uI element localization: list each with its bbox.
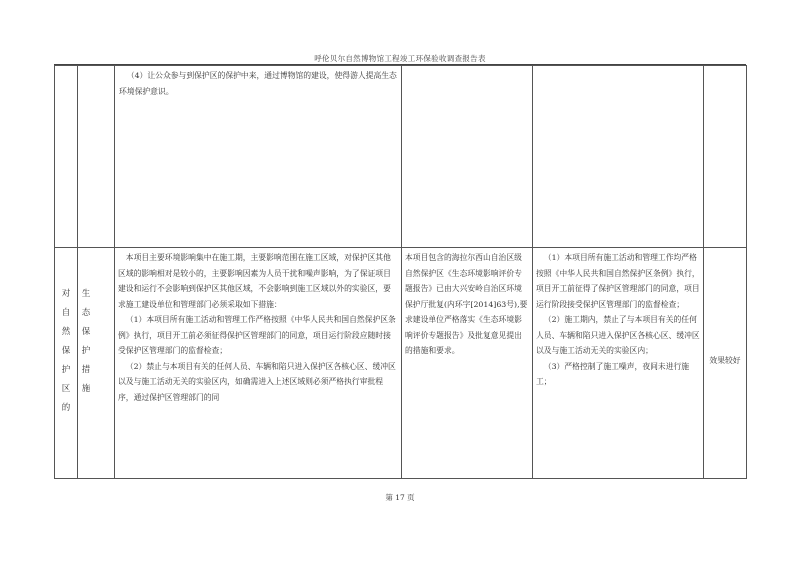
row2-implementation-text xyxy=(536,250,700,390)
category-label-char: 施 xyxy=(81,384,91,394)
category-label-char: 保 xyxy=(81,327,91,337)
row1-measures-text: （4）让公众参与到保护区的保护中来，通过博物馆的建设，使得游人提高生态环境保护意识。 xyxy=(119,71,397,96)
category-label-char: 护 xyxy=(81,346,91,356)
category-label-char: 态 xyxy=(81,308,91,318)
col-divider xyxy=(114,65,115,479)
implementation-paragraph: （2）施工期内，禁止了与本项目有关的任何人员、车辆和陷只进入保护区各核心区、缓冲区以及与施工活动无关的实验区内； xyxy=(536,315,700,355)
measures-paragraph: 本项目主要环境影响集中在施工期，主要影响范围在施工区域，对保护区其他区域的影响相对是较小的，主要影响因素为人员干扰和噪声影响，为了保证项目建设和运行不会影响到保护区其他区域，不会影响到施工区域以外的实验区，要求施工建设单位和管理部门必须采取如下措施： xyxy=(118,253,391,309)
category-label-char: 护 xyxy=(61,365,71,375)
col-divider xyxy=(703,65,704,479)
row2-effect-rating: 效果较好 xyxy=(709,356,741,365)
col-divider xyxy=(401,65,402,479)
category-label-char: 然 xyxy=(61,327,71,337)
implementation-paragraph: （1）本项目所有施工活动和管理工作均严格按照《中华人民共和国自然保护区条例》执行，项目开工前征得了保护区管理部门的同意，项目运行阶段接受保护区管理部门的监督检查； xyxy=(536,253,700,309)
category-label-char: 生 xyxy=(81,289,91,299)
table-right-border xyxy=(746,65,747,479)
category-label-char: 保 xyxy=(61,346,71,356)
category-label-char: 自 xyxy=(61,308,71,318)
row2-measures-text xyxy=(118,250,398,405)
category-label-char: 措 xyxy=(81,365,91,375)
report-header-title: 呼伦贝尔自然博物馆工程竣工环保验收调查报告表 xyxy=(314,54,486,63)
category-label-char: 区 xyxy=(61,384,71,394)
implementation-paragraph: （3）严格控制了施工噪声，夜间未进行施工； xyxy=(536,361,690,386)
table-left-border xyxy=(54,65,55,479)
measures-paragraph: （2）禁止与本项目有关的任何人员、车辆和陷只进入保护区各核心区、缓冲区以及与施工活动无关的实验区内，如确需进入上述区域则必须严格执行审批程序，通过保护区管理部门的同 xyxy=(118,361,396,402)
category-label-char: 对 xyxy=(61,289,71,299)
category-label-char: 的 xyxy=(61,403,71,413)
category-label-char xyxy=(77,399,95,418)
page-number: 第 17 页 xyxy=(385,493,415,502)
col-divider xyxy=(532,65,533,479)
measures-paragraph: （1）本项目所有施工活动和管理工作严格按照《中华人民共和国自然保护区条例》执行，项目开工前必须征得保护区管理部门的同意，项目运行阶段应随时接受保护区管理部门的监督检查； xyxy=(118,315,396,355)
row2-eia-requirements-text: 本项目包含的海拉尔西山自治区级自然保护区《生态环境影响评价专题报告》已由大兴安岭自治区环境保护厅批复(内环字[2014]63号),要求建设单位严格落实《生态环境影响评价专题报告》及批复意见提出的措施和要求。 xyxy=(405,253,528,355)
row2-category-label-grid xyxy=(57,285,111,418)
